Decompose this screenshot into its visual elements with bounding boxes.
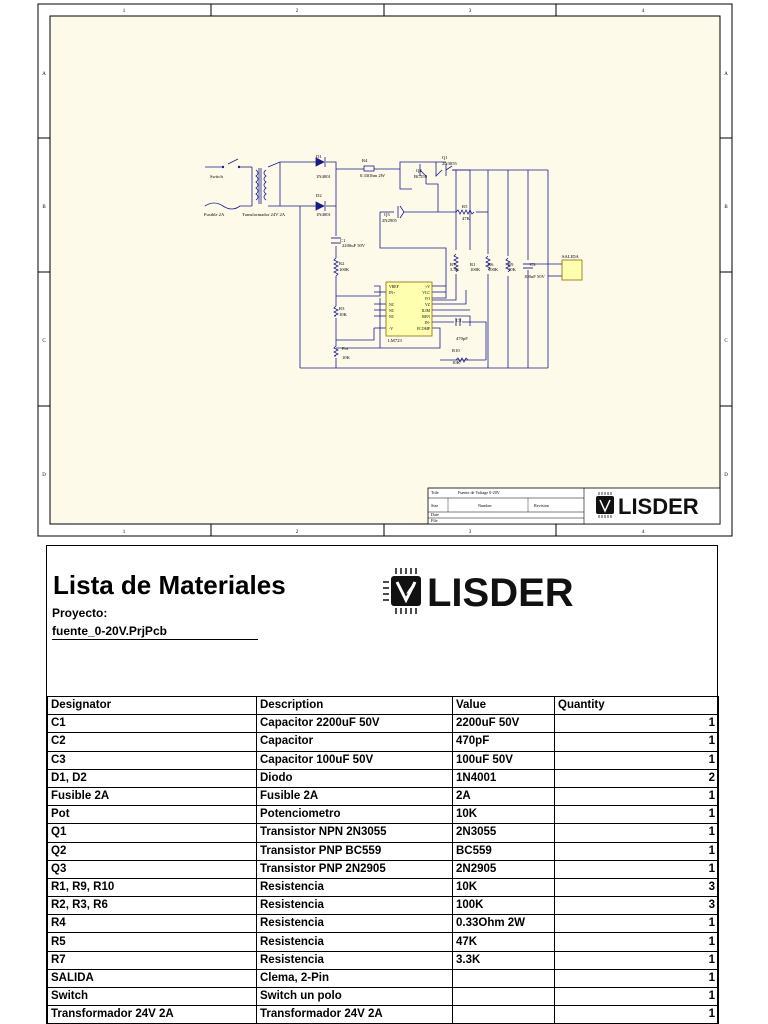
description-cell: Resistencia (257, 897, 453, 915)
designator-cell: Fusible 2A (48, 787, 257, 805)
label-d2: D2 (316, 193, 322, 198)
tb-file-label: File (431, 518, 438, 523)
tb-size-label: Size (431, 503, 439, 508)
ic-pin-right: ILIM (421, 309, 430, 313)
col-label-top: 1 (122, 9, 126, 14)
label-c3-value: 100uF 50V (524, 274, 545, 279)
row-label-right: A (724, 72, 728, 77)
table-row (48, 897, 719, 915)
label-q1: Q1 (442, 155, 448, 160)
table-row (48, 806, 719, 824)
ic-pin-right: FCOMP (417, 327, 430, 331)
designator-cell: R4 (48, 915, 257, 933)
description-cell: Resistencia (257, 878, 453, 896)
tb-number-label: Number (478, 503, 492, 508)
value-cell: 2200uF 50V (453, 715, 555, 733)
label-q3: Q3 (384, 212, 390, 217)
label-switch: Switch (210, 174, 223, 179)
table-row (48, 988, 719, 1006)
header-designator: Designator (48, 697, 257, 715)
ic-pin-right: +V (425, 285, 430, 289)
quantity-cell: 1 (555, 1006, 719, 1024)
value-cell: 10K (453, 806, 555, 824)
table-row (48, 733, 719, 751)
quantity-cell: 1 (555, 733, 719, 751)
table-row (48, 842, 719, 860)
designator-cell: R7 (48, 951, 257, 969)
row-label-right: C (724, 339, 728, 344)
label-ic: LM723 (388, 338, 402, 343)
header-description: Description (257, 697, 453, 715)
table-row (48, 715, 719, 733)
title-block (428, 488, 720, 524)
label-r5: R5 (462, 204, 468, 209)
header-value: Value (453, 697, 555, 715)
quantity-cell: 1 (555, 969, 719, 987)
quantity-cell: 1 (555, 751, 719, 769)
label-q1-value: 2N3055 (442, 161, 457, 166)
designator-cell: Switch (48, 988, 257, 1006)
row-label-right: B (724, 205, 728, 210)
label-r3: R3 (339, 306, 345, 311)
description-cell: Diodo (257, 769, 453, 787)
value-cell (453, 1006, 555, 1024)
description-cell: Capacitor (257, 733, 453, 751)
designator-cell: C1 (48, 715, 257, 733)
quantity-cell: 1 (555, 715, 719, 733)
ic-pin-right: VZ (424, 303, 430, 307)
label-r3-value: 10K (339, 312, 347, 317)
salida-connector (562, 260, 582, 280)
designator-cell: C3 (48, 751, 257, 769)
quantity-cell: 1 (555, 951, 719, 969)
designator-cell: D1, D2 (48, 769, 257, 787)
designator-cell: Transformador 24V 2A (48, 1006, 257, 1024)
label-c1-value: 2200uF 50V (342, 243, 366, 248)
tb-logo-text: LISDER (618, 494, 699, 519)
label-d1-value: 1N4001 (316, 174, 331, 179)
value-cell: 100uF 50V (453, 751, 555, 769)
table-row (48, 824, 719, 842)
label-r9-value: 10K (508, 267, 516, 272)
label-r9: R9 (508, 262, 514, 267)
value-cell: 0.33Ohm 2W (453, 915, 555, 933)
col-label-top: 4 (641, 9, 645, 14)
chip-leaf-icon (383, 568, 421, 614)
label-r5-value: 47K (462, 216, 470, 221)
label-salida: SALIDA (562, 254, 579, 259)
row-label-left: D (42, 473, 46, 478)
designator-cell: R1, R9, R10 (48, 878, 257, 896)
ic-pin-left: NC (389, 303, 395, 307)
table-row (48, 933, 719, 951)
designator-cell: Q1 (48, 824, 257, 842)
row-label-left: B (42, 205, 46, 210)
label-c2: C2 (456, 318, 462, 323)
sheet-inner-frame (50, 16, 720, 524)
tb-title-value: Fuente de Voltage 0-20V (458, 490, 500, 495)
label-transformer: Transformador 24V 2A (242, 212, 286, 217)
table-row (48, 969, 719, 987)
col-label-bottom: 2 (295, 530, 299, 535)
description-cell: Potenciometro (257, 806, 453, 824)
lisder-logo (383, 564, 603, 618)
tb-title-label: Title (431, 490, 439, 495)
value-cell: 2N2905 (453, 860, 555, 878)
value-cell: 470pF (453, 733, 555, 751)
label-r1-value: 100K (470, 267, 481, 272)
tb-revision-label: Revision (534, 503, 549, 508)
value-cell: BC559 (453, 842, 555, 860)
value-cell (453, 988, 555, 1006)
value-cell: 2A (453, 787, 555, 805)
project-label: Proyecto: (52, 606, 108, 620)
label-c3: C3 (530, 262, 536, 267)
ic-pin-left: NC (389, 315, 395, 319)
label-d1: D1 (316, 154, 322, 159)
label-pot-value: 10K (342, 355, 350, 360)
ic-pin-left: IN+ (389, 291, 396, 295)
quantity-cell: 1 (555, 787, 719, 805)
value-cell: 47K (453, 933, 555, 951)
quantity-cell: 1 (555, 933, 719, 951)
bom-body (48, 715, 719, 1024)
table-row (48, 878, 719, 896)
header-quantity: Quantity (555, 697, 719, 715)
label-r6: R6 (488, 262, 494, 267)
label-q2: Q2 (416, 168, 422, 173)
ic-pin-left: VREF (389, 285, 399, 289)
label-pot: Pot (342, 346, 349, 351)
label-d2-value: 1N4001 (316, 212, 331, 217)
quantity-cell: 3 (555, 878, 719, 896)
table-row (48, 951, 719, 969)
designator-cell: SALIDA (48, 969, 257, 987)
label-c2-value: 470pF (456, 336, 468, 341)
col-label-top: 2 (295, 9, 299, 14)
value-cell: 1N4001 (453, 769, 555, 787)
ic-pin-right: VO (424, 297, 430, 301)
description-cell: Transistor PNP 2N2905 (257, 860, 453, 878)
bom-title: Lista de Materiales (53, 570, 286, 600)
designator-cell: C2 (48, 733, 257, 751)
table-row (48, 860, 719, 878)
designator-cell: Q3 (48, 860, 257, 878)
designator-cell: R2, R3, R6 (48, 897, 257, 915)
project-file-name: fuente_0-20V.PrjPcb (52, 624, 258, 640)
label-r10: R10 (452, 348, 460, 353)
table-row (48, 1006, 719, 1024)
ic-pin-right: ISEN (421, 315, 430, 319)
label-q2-value: BC559 (414, 174, 428, 179)
label-r4: R4 (362, 158, 368, 163)
quantity-cell: 1 (555, 988, 719, 1006)
label-fuse: Fusible 2A (204, 212, 225, 217)
designator-cell: R5 (48, 933, 257, 951)
ic-pin-left: NC (389, 309, 395, 313)
logo-text: LISDER (427, 571, 574, 615)
table-row (48, 751, 719, 769)
row-label-left: A (42, 72, 46, 77)
value-cell: 3.3K (453, 951, 555, 969)
quantity-cell: 3 (555, 897, 719, 915)
designator-cell: Pot (48, 806, 257, 824)
label-r2-value: 100K (339, 267, 350, 272)
bom-header-row (48, 697, 719, 715)
label-c1: C1 (340, 238, 346, 243)
quantity-cell: 1 (555, 915, 719, 933)
label-r7-value: 3.3K (450, 267, 460, 272)
table-row (48, 915, 719, 933)
bom-sheet (46, 545, 718, 1024)
bom-table (47, 696, 719, 1024)
description-cell: Resistencia (257, 915, 453, 933)
description-cell: Resistencia (257, 951, 453, 969)
designator-cell: Q2 (48, 842, 257, 860)
quantity-cell: 1 (555, 806, 719, 824)
value-cell: 10K (453, 878, 555, 896)
quantity-cell: 1 (555, 824, 719, 842)
description-cell: Transformador 24V 2A (257, 1006, 453, 1024)
label-r10-value: 10K (452, 360, 460, 365)
ic-pin-left: -V (389, 327, 394, 331)
description-cell: Clema, 2-Pin (257, 969, 453, 987)
label-q3-value: 2N2905 (382, 218, 397, 223)
value-cell (453, 969, 555, 987)
tb-date-label: Date (431, 512, 439, 517)
col-label-bottom: 1 (122, 530, 126, 535)
col-label-bottom: 3 (468, 530, 472, 535)
quantity-cell: 1 (555, 842, 719, 860)
col-label-top: 3 (468, 9, 472, 14)
ic-pin-right: VCC (422, 291, 430, 295)
table-row (48, 787, 719, 805)
description-cell: Fusible 2A (257, 787, 453, 805)
description-cell: Capacitor 100uF 50V (257, 751, 453, 769)
description-cell: Transistor PNP BC559 (257, 842, 453, 860)
description-cell: Resistencia (257, 933, 453, 951)
quantity-cell: 2 (555, 769, 719, 787)
label-r6-value: 100K (488, 267, 499, 272)
description-cell: Capacitor 2200uF 50V (257, 715, 453, 733)
quantity-cell: 1 (555, 860, 719, 878)
ic-pin-right: IN- (424, 321, 430, 325)
value-cell: 100K (453, 897, 555, 915)
row-label-right: D (724, 473, 728, 478)
value-cell: 2N3055 (453, 824, 555, 842)
label-r1: R1 (470, 262, 476, 267)
label-r2: R2 (339, 261, 345, 266)
label-r4-value: 0.33Ohm 2W (360, 173, 386, 178)
description-cell: Switch un polo (257, 988, 453, 1006)
table-row (48, 769, 719, 787)
col-label-bottom: 4 (641, 530, 645, 535)
label-r7: R7 (450, 262, 456, 267)
description-cell: Transistor NPN 2N3055 (257, 824, 453, 842)
row-label-left: C (42, 339, 46, 344)
